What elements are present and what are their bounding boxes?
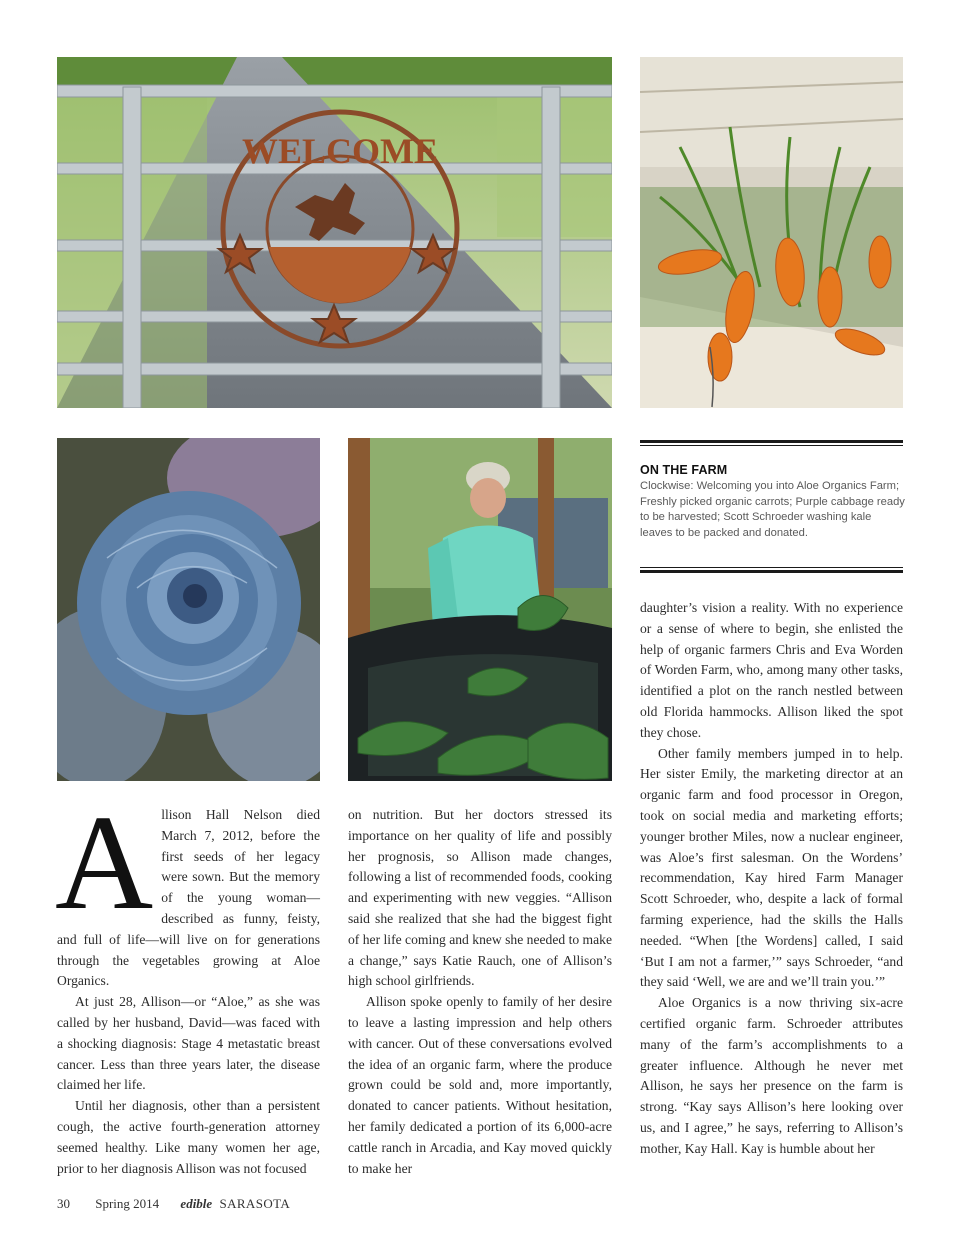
article-paragraph: on nutrition. But her doctors stressed its importance on her quality of life and possibly her prognosis, so Allison made changes, following a list of recommended foods, cooking and experimenting with new veggies. “Allison said she realized that she had the biggest fight of her life coming and knew she needed to make a change,” says Katie Rauch, one of Allison’s high school girlfriends.	[348, 807, 612, 989]
article-paragraph: At just 28, Allison—or “Aloe,” as she was called by her husband, David—was faced with a shocking diagnosis: Stage 4 metastatic breast cancer. Less than three years later, the disease claimed her life.	[57, 994, 320, 1093]
article-paragraph: Other family members jumped in to help. Her sister Emily, the marketing director at an organic farm and food processor in Oregon, took on social media and marketing efforts; younger brother Miles, now a nuclear engineer, was Aloe’s first salesman. On the Wordens’ recommendation, Kay hired Farm Manager Scott Schroeder, who, despite a lack of formal farming experience, had the skills the Halls needed. “When [the Wordens] called, I said ‘But I am not a farmer,’” says Schroeder, “and they said ‘Well, we are and we’ll train you.’”	[640, 745, 903, 990]
article-paragraph: Until her diagnosis, other than a persistent cough, the active fourth-generation attorney seemed healthy. Like many women her age, prior to her diagnosis Allison was not focused	[57, 1098, 320, 1176]
caption-rule-bottom-thin	[640, 567, 903, 568]
photo-caption	[640, 463, 906, 541]
brand-edible: edible	[180, 1196, 213, 1211]
article-column-1	[55, 788, 320, 1179]
photo-carrots	[640, 57, 903, 408]
page-footer	[57, 1196, 290, 1212]
page-number: 30	[57, 1196, 70, 1211]
photo-welcome-gate	[57, 57, 612, 408]
article-paragraph: Aloe Organics is a now thriving six-acre certified organic farm. Schroeder attributes many of the farm’s accomplishments to a greater influence. Although he never met Allison, he says her presence on the farm is strong. “Kay says Allison’s here looking over us, and I agree,” he says, referring to Allison’s mother, Kay Hall. Kay is humble about her	[640, 995, 903, 1156]
caption-text: Clockwise: Welcoming you into Aloe Organics Farm; Freshly picked organic carrots; Purple cabbage ready to be harvested; Scott Schroeder washing kale leaves to be packed and donated.	[640, 480, 905, 539]
article-column-3	[640, 598, 903, 1160]
brand-city: SARASOTA	[219, 1196, 291, 1211]
welcome-sign-text: WELCOME	[241, 131, 439, 171]
article-paragraph: Allison Hall Nelson died March 7, 2012, before the first seeds of her legacy were sown. But the memory of the young woman—described as funny, feisty, and full of life—will live on for generations through the vegetables growing at Aloe Organics.	[55, 788, 320, 989]
photo-kale-washing	[348, 438, 612, 781]
caption-rule-top	[640, 440, 903, 443]
article-paragraph: Allison spoke openly to family of her desire to leave a lasting impression and help others with cancer. Out of these conversations evolved the idea of an organic farm, where the produce grown could be sold and, more importantly, donated to cancer patients. Without hesitation, her family dedicated a portion of its 6,000-acre cattle ranch in Arcadia, and Kay moved quickly to make her	[348, 994, 612, 1176]
caption-rule-top-thin	[640, 445, 903, 446]
drop-cap: A	[55, 788, 154, 938]
caption-rule-bottom	[640, 570, 903, 573]
caption-title: ON THE FARM	[640, 463, 728, 477]
issue-season: Spring 2014	[95, 1196, 160, 1211]
article-column-2	[348, 805, 612, 1179]
article-paragraph: daughter’s vision a reality. With no experience or a sense of where to begin, she enlisted the help of organic farmers Chris and Eva Worden of Worden Farm, who, among many other tasks, identified a plot on the ranch nestled between old Florida hammocks. Allison liked the spot they chose.	[640, 600, 903, 740]
photo-purple-cabbage	[57, 438, 320, 781]
